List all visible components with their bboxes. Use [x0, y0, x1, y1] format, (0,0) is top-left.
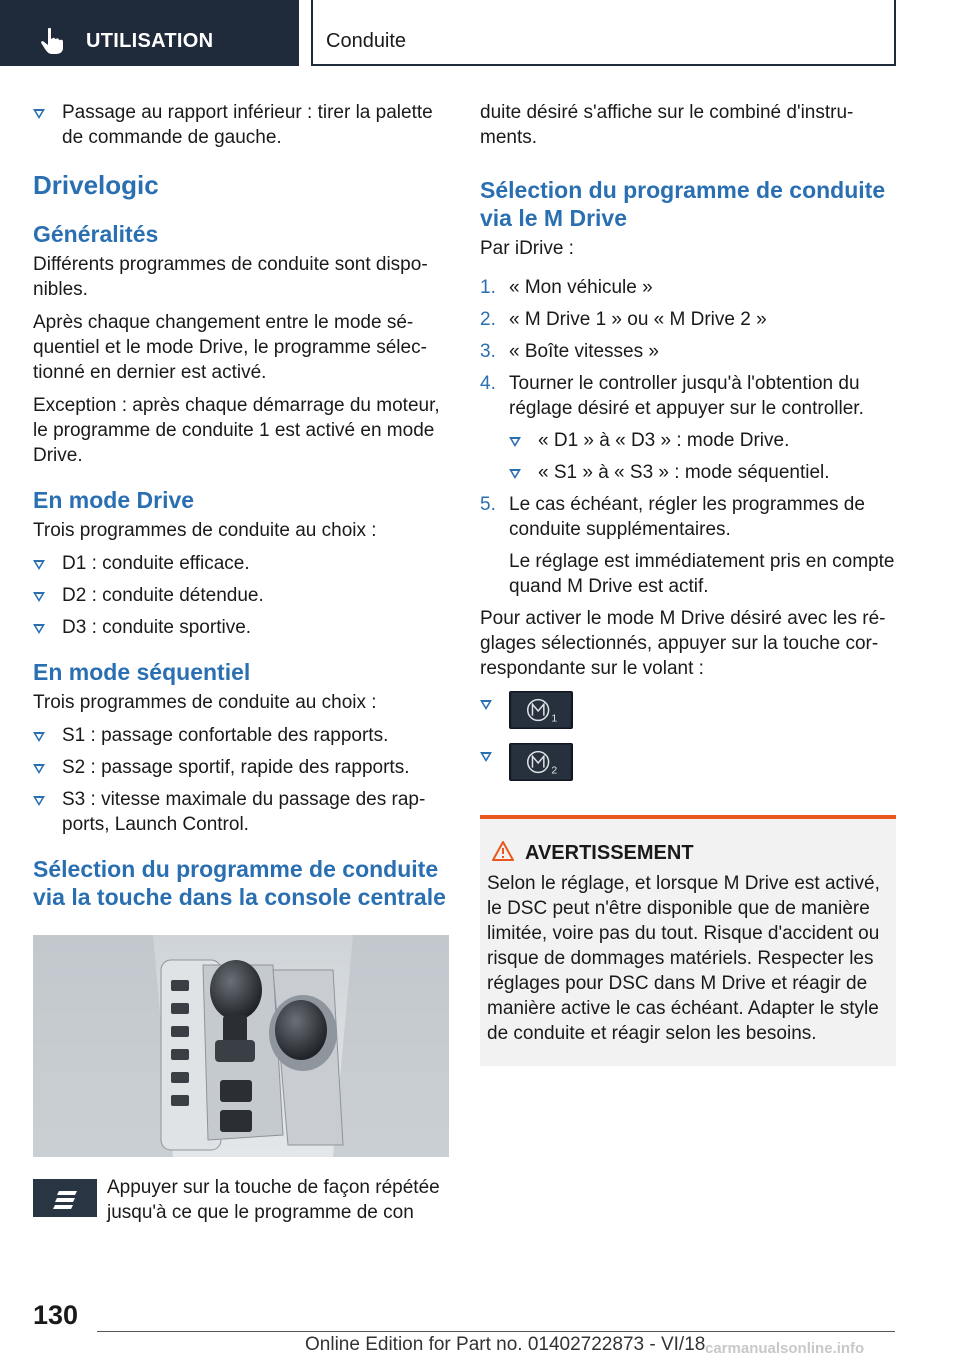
list-item: D3 : conduite sportive.: [33, 615, 449, 640]
paragraph: Le réglage est immédiatement pris en compte quand M Drive est actif.: [509, 551, 895, 597]
triangle-bullet-icon: [480, 752, 492, 762]
chapter-label: Conduite: [326, 30, 407, 52]
triangle-bullet-icon: [33, 592, 45, 602]
left-column: [33, 100, 449, 1227]
list-item: D2 : conduite détendue.: [33, 583, 449, 608]
list-item: S2 : passage sportif, rapide des rapports.: [33, 755, 449, 780]
page-header: [0, 0, 960, 66]
paragraph: Par iDrive :: [480, 238, 574, 259]
heading-generalites: Généralités: [33, 221, 159, 247]
chapter-box: [311, 0, 896, 66]
paragraph: Différents programmes de conduite sont disponibles.: [33, 254, 428, 300]
list-item: S3 : vitesse maximale du passage des rapports, Launch Control.: [33, 787, 449, 837]
warning-triangle-icon: [492, 841, 514, 861]
caption-row: [33, 1175, 449, 1227]
page-title: Drivelogic: [33, 170, 159, 200]
drive-list: [33, 551, 449, 640]
mdrive-buttons-list: [480, 691, 896, 791]
triangle-bullet-icon: [33, 560, 45, 570]
page-number: 130: [33, 1300, 79, 1330]
center-console-illustration: [33, 935, 449, 1157]
heading-drive: En mode Drive: [33, 487, 195, 513]
svg-text:2: 2: [551, 765, 558, 777]
intro-list: [33, 100, 449, 150]
list-item: Passage au rapport inférieur : tirer la palette de commande de gauche.: [33, 100, 449, 150]
triangle-bullet-icon: [480, 700, 492, 710]
list-item: 2. « M Drive 1 » ou « M Drive 2 »: [480, 309, 767, 330]
svg-text:1: 1: [551, 713, 558, 725]
list-item: 4. Tourner le controller jusqu'à l'obtention du réglage désiré et appuyer sur le controller. « D1 » à « D3 » : mode Drive. « S1 » à « S3 » : mode séquentiel.: [480, 371, 896, 485]
center-console-photo: [33, 935, 449, 1157]
triangle-bullet-icon: [33, 796, 45, 806]
warning-text: Selon le réglage, et lorsque M Drive est activé, le DSC peut n'être disponible que de manière limitée, voire pas du tout. Risque d'accident ou risque de dommages matériels. Respecter les réglages pour DSC dans M Drive et réagir de manière active le cas échéant. Adapter le style de conduite et réagir selon les besoins.: [487, 873, 880, 1044]
footer-divider: [97, 1331, 895, 1332]
list-item: 5. Le cas échéant, régler les programmes de conduite supplémentaires. Le réglage est immédiatement pris en compte quand M Drive est actif.: [480, 494, 895, 597]
list-item: S1 : passage confortable des rapports.: [33, 723, 449, 748]
list-item: D1 : conduite efficace.: [33, 551, 449, 576]
triangle-bullet-icon: [33, 732, 45, 742]
paragraph: duite désiré s'affiche sur le combiné d'instruments.: [480, 102, 854, 148]
heading-console: Sélection du programme de conduite via la touche dans la console centrale: [33, 856, 446, 910]
list-item: 1. « Mon véhicule »: [480, 277, 653, 298]
list-item: « D1 » à « D3 » : mode Drive.: [509, 428, 896, 453]
photo-caption: Appuyer sur la touche de façon répétée jusqu'à ce que le programme de con: [107, 1177, 440, 1223]
m1-button-icon: [509, 691, 573, 729]
warning-box: [480, 815, 896, 1066]
mdrive-steps: [480, 275, 896, 599]
right-column: [480, 100, 896, 1066]
step4-sublist: [509, 428, 896, 485]
sequentiel-list: [33, 723, 449, 837]
list-item: 3. « Boîte vitesses »: [480, 341, 659, 362]
list-item: « S1 » à « S3 » : mode séquentiel.: [509, 460, 896, 485]
triangle-bullet-icon: [33, 624, 45, 634]
triangle-bullet-icon: [33, 764, 45, 774]
list-item: [480, 743, 896, 791]
heading-mdrive: Sélection du programme de conduite via le M Drive: [480, 177, 886, 231]
warning-title: AVERTISSEMENT: [487, 841, 888, 865]
triangle-bullet-icon: [33, 109, 45, 119]
triangle-bullet-icon: [509, 437, 521, 447]
section-label: UTILISATION: [86, 30, 214, 52]
list-item: [480, 691, 896, 739]
paragraph: Après chaque changement entre le mode séquentiel et le mode Drive, le programme sélectionné en dernier est activé.: [33, 312, 427, 383]
paragraph: Trois programmes de conduite au choix :: [33, 692, 377, 713]
hand-pointer-icon: [40, 27, 66, 55]
watermark: carmanualsonline.info: [705, 1340, 865, 1357]
m2-button-icon: [509, 743, 573, 781]
paragraph: Trois programmes de conduite au choix :: [33, 520, 377, 541]
paragraph: Pour activer le mode M Drive désiré avec les réglages sélectionnés, appuyer sur la touche correspondante sur le volant :: [480, 608, 886, 679]
edition-note: Online Edition for Part no. 01402722873 - VI/18: [305, 1334, 706, 1355]
sport-mode-button-icon: [33, 1179, 97, 1217]
triangle-bullet-icon: [509, 469, 521, 479]
paragraph: Exception : après chaque démarrage du moteur, le programme de conduite 1 est activé en mode Drive.: [33, 395, 440, 466]
heading-sequentiel: En mode séquentiel: [33, 659, 251, 685]
section-tab: [0, 0, 299, 66]
